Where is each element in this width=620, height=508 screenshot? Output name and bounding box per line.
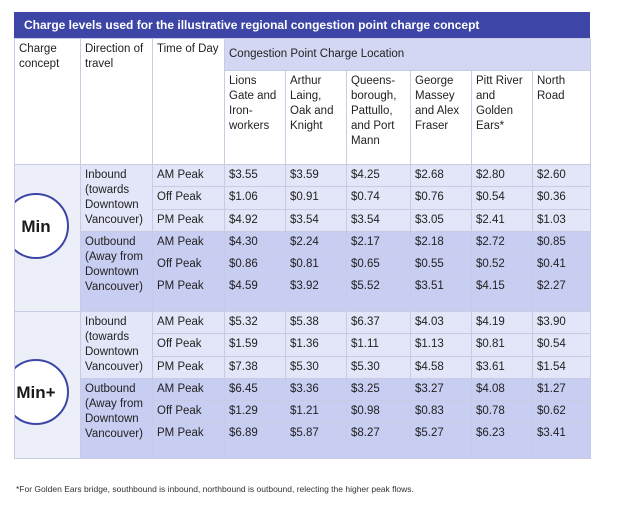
charge-value-cell: $0.78 (472, 401, 533, 423)
time-of-day-cell: Off Peak (153, 334, 225, 356)
charge-levels-table (14, 38, 591, 459)
time-of-day-cell: AM Peak (153, 165, 225, 187)
charge-value-cell: $1.06 (225, 187, 286, 209)
charge-value-cell: $3.25 (347, 379, 411, 401)
charge-value-cell: $4.03 (411, 312, 472, 334)
charge-value-cell: $5.27 (411, 423, 472, 459)
time-of-day-cell: AM Peak (153, 232, 225, 254)
charge-value-cell: $6.45 (225, 379, 286, 401)
charge-value-cell: $0.65 (347, 254, 411, 276)
time-of-day-cell: AM Peak (153, 379, 225, 401)
charge-value-cell: $2.24 (286, 232, 347, 254)
time-of-day-cell: PM Peak (153, 209, 225, 231)
charge-value-cell: $4.15 (472, 276, 533, 312)
table-row (15, 379, 591, 401)
charge-value-cell: $4.30 (225, 232, 286, 254)
charge-value-cell: $2.27 (533, 276, 591, 312)
table-title: Charge levels used for the illustrative regional congestion point charge concept (14, 12, 590, 38)
charge-value-cell: $0.54 (533, 334, 591, 356)
charge-value-cell: $3.92 (286, 276, 347, 312)
charge-value-cell: $3.41 (533, 423, 591, 459)
charge-value-cell: $3.36 (286, 379, 347, 401)
charge-value-cell: $4.92 (225, 209, 286, 231)
time-of-day-cell: Off Peak (153, 254, 225, 276)
header-time-of-day: Time of Day (153, 39, 225, 165)
header-charge-concept: Charge concept (15, 39, 81, 165)
charge-value-cell: $8.27 (347, 423, 411, 459)
charge-value-cell: $1.29 (225, 401, 286, 423)
charge-value-cell: $0.52 (472, 254, 533, 276)
charge-value-cell: $2.17 (347, 232, 411, 254)
charge-value-cell: $6.89 (225, 423, 286, 459)
charge-value-cell: $0.85 (533, 232, 591, 254)
charge-value-cell: $3.61 (472, 356, 533, 378)
charge-value-cell: $3.27 (411, 379, 472, 401)
charge-concept-cell (15, 312, 81, 459)
header-location: Arthur Laing, Oak and Knight (286, 71, 347, 165)
table-row (15, 232, 591, 254)
charge-value-cell: $5.32 (225, 312, 286, 334)
time-of-day-cell: Off Peak (153, 401, 225, 423)
charge-value-cell: $5.30 (286, 356, 347, 378)
direction-cell: Outbound (Away from Downtown Vancouver) (81, 232, 153, 312)
charge-value-cell: $3.05 (411, 209, 472, 231)
header-location: Lions Gate and Iron-workers (225, 71, 286, 165)
charge-value-cell: $2.80 (472, 165, 533, 187)
charge-value-cell: $0.98 (347, 401, 411, 423)
charge-value-cell: $3.54 (286, 209, 347, 231)
charge-value-cell: $5.30 (347, 356, 411, 378)
charge-value-cell: $0.81 (286, 254, 347, 276)
charge-value-cell: $6.37 (347, 312, 411, 334)
charge-value-cell: $4.58 (411, 356, 472, 378)
header-location: Pitt River and Golden Ears* (472, 71, 533, 165)
time-of-day-cell: PM Peak (153, 423, 225, 459)
charge-value-cell: $2.68 (411, 165, 472, 187)
charge-value-cell: $0.81 (472, 334, 533, 356)
charge-value-cell: $1.13 (411, 334, 472, 356)
charge-value-cell: $2.60 (533, 165, 591, 187)
charge-value-cell: $0.36 (533, 187, 591, 209)
charge-value-cell: $5.52 (347, 276, 411, 312)
charge-value-cell: $3.59 (286, 165, 347, 187)
charge-value-cell: $3.51 (411, 276, 472, 312)
charge-value-cell: $6.23 (472, 423, 533, 459)
charge-value-cell: $0.91 (286, 187, 347, 209)
charge-value-cell: $7.38 (225, 356, 286, 378)
time-of-day-cell: Off Peak (153, 187, 225, 209)
direction-cell: Inbound (towards Downtown Vancouver) (81, 165, 153, 232)
table-body (15, 165, 591, 459)
charge-value-cell: $5.87 (286, 423, 347, 459)
charge-value-cell: $1.21 (286, 401, 347, 423)
charge-value-cell: $0.41 (533, 254, 591, 276)
header-direction: Direction of travel (81, 39, 153, 165)
charge-table-panel (14, 12, 590, 459)
time-of-day-cell: PM Peak (153, 276, 225, 312)
charge-value-cell: $2.72 (472, 232, 533, 254)
direction-cell: Inbound (towards Downtown Vancouver) (81, 312, 153, 379)
time-of-day-cell: AM Peak (153, 312, 225, 334)
charge-value-cell: $2.18 (411, 232, 472, 254)
charge-value-cell: $4.59 (225, 276, 286, 312)
direction-cell: Outbound (Away from Downtown Vancouver) (81, 379, 153, 459)
charge-value-cell: $4.25 (347, 165, 411, 187)
charge-value-cell: $2.41 (472, 209, 533, 231)
table-row (15, 165, 591, 187)
charge-concept-cell (15, 165, 81, 312)
charge-value-cell: $0.62 (533, 401, 591, 423)
charge-value-cell: $0.83 (411, 401, 472, 423)
header-location: North Road (533, 71, 591, 165)
concept-badge: Min+ (15, 359, 70, 425)
charge-value-cell: $5.38 (286, 312, 347, 334)
charge-value-cell: $3.55 (225, 165, 286, 187)
charge-value-cell: $1.03 (533, 209, 591, 231)
charge-value-cell: $0.86 (225, 254, 286, 276)
charge-value-cell: $3.54 (347, 209, 411, 231)
charge-value-cell: $1.27 (533, 379, 591, 401)
charge-value-cell: $3.90 (533, 312, 591, 334)
charge-value-cell: $4.19 (472, 312, 533, 334)
charge-value-cell: $0.74 (347, 187, 411, 209)
charge-value-cell: $4.08 (472, 379, 533, 401)
concept-badge: Min (15, 193, 70, 259)
charge-value-cell: $1.54 (533, 356, 591, 378)
charge-value-cell: $0.55 (411, 254, 472, 276)
charge-value-cell: $1.36 (286, 334, 347, 356)
table-row (15, 312, 591, 334)
time-of-day-cell: PM Peak (153, 356, 225, 378)
charge-value-cell: $1.11 (347, 334, 411, 356)
footnote: *For Golden Ears bridge, southbound is inbound, northbound is outbound, relecting the higher peak flows. (16, 484, 414, 494)
header-location: Queens-borough, Pattullo, and Port Mann (347, 71, 411, 165)
charge-value-cell: $0.76 (411, 187, 472, 209)
charge-value-cell: $0.54 (472, 187, 533, 209)
header-location: George Massey and Alex Fraser (411, 71, 472, 165)
charge-value-cell: $1.59 (225, 334, 286, 356)
header-location-group: Congestion Point Charge Location (225, 39, 591, 71)
